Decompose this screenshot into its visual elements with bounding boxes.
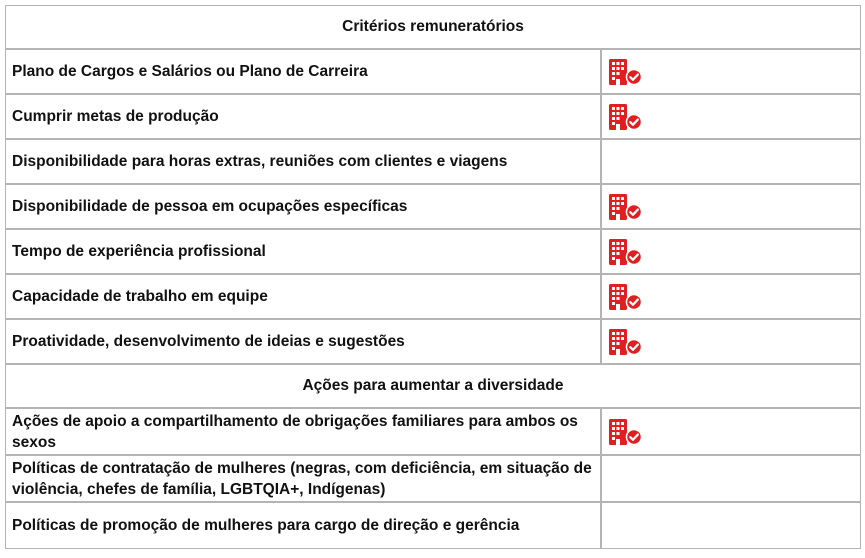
row-status [601,319,861,364]
row-status [601,229,861,274]
row-status [601,502,861,549]
table-row [5,94,861,139]
building-check-icon [608,418,642,446]
section-title: Critérios remuneratórios [5,5,861,49]
table-row [5,502,861,549]
row-status [601,455,861,502]
table-row [5,455,861,502]
row-label: Cumprir metas de produção [5,94,601,139]
row-label: Disponibilidade para horas extras, reuniões com clientes e viagens [5,139,601,184]
row-label: Proatividade, desenvolvimento de ideias e sugestões [5,319,601,364]
criteria-table [5,5,861,549]
building-check-icon [608,328,642,356]
table-row [5,184,861,229]
section-header [5,5,861,49]
row-status [601,408,861,455]
table-row [5,319,861,364]
row-label: Políticas de promoção de mulheres para cargo de direção e gerência [5,502,601,549]
row-status [601,94,861,139]
row-status [601,274,861,319]
row-label: Plano de Cargos e Salários ou Plano de Carreira [5,49,601,94]
building-check-icon [608,283,642,311]
building-check-icon [608,58,642,86]
building-check-icon [608,238,642,266]
building-check-icon [608,103,642,131]
section-title: Ações para aumentar a diversidade [5,364,861,408]
table-row [5,229,861,274]
building-check-icon [608,193,642,221]
row-label: Ações de apoio a compartilhamento de obrigações familiares para ambos os sexos [5,408,601,455]
row-status [601,139,861,184]
row-label: Disponibilidade de pessoa em ocupações específicas [5,184,601,229]
row-label: Capacidade de trabalho em equipe [5,274,601,319]
row-status [601,184,861,229]
row-label: Políticas de contratação de mulheres (negras, com deficiência, em situação de violência, chefes de família, LGBTQIA+, Indígenas) [5,455,601,502]
table-row [5,49,861,94]
section-header [5,364,861,408]
table-row [5,139,861,184]
table-row [5,274,861,319]
row-label: Tempo de experiência profissional [5,229,601,274]
table-row [5,408,861,455]
row-status [601,49,861,94]
